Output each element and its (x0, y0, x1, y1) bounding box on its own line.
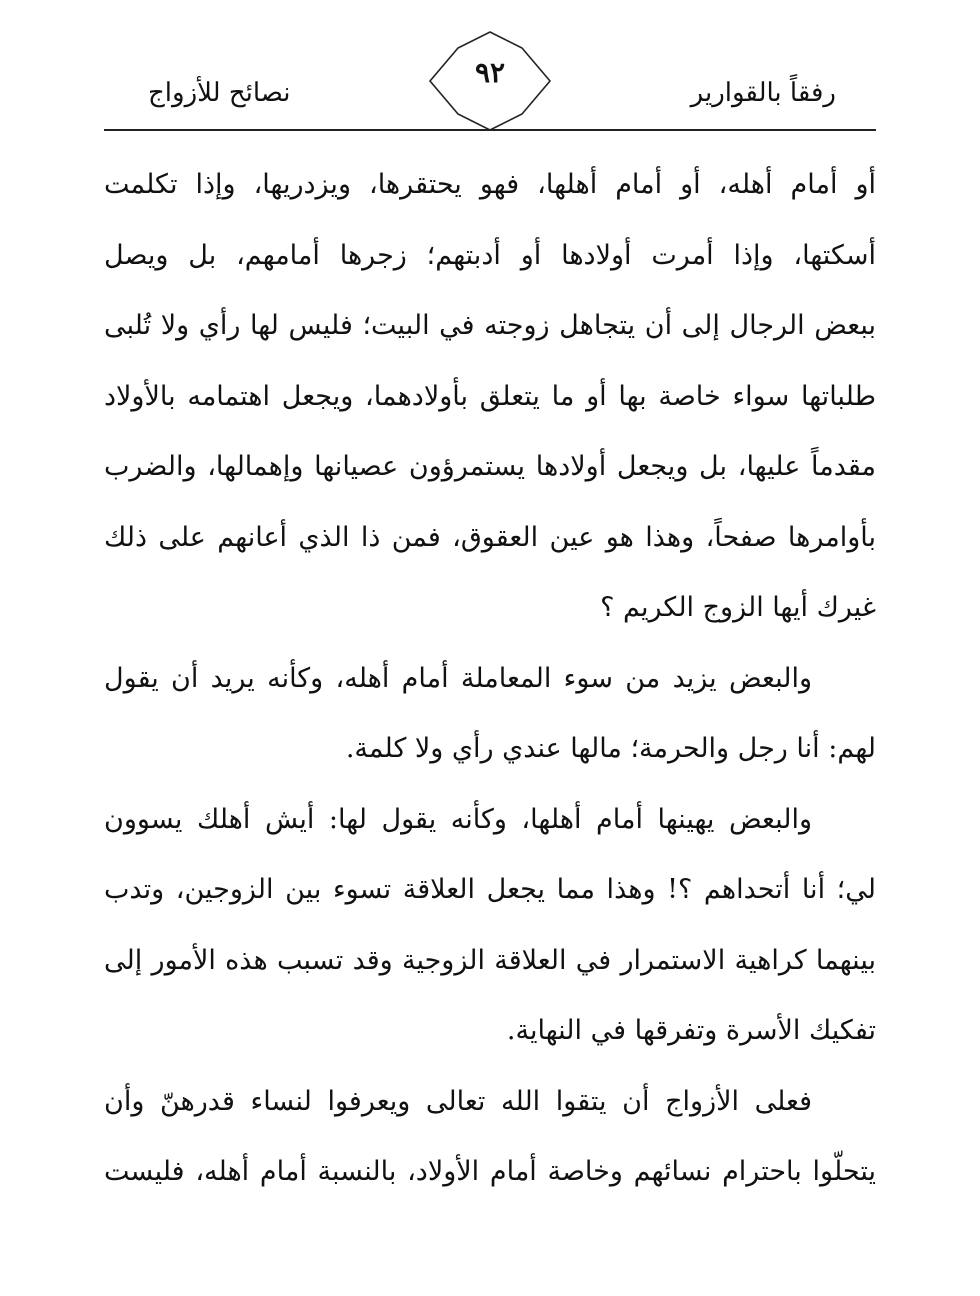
paragraph (104, 1067, 876, 1208)
page-header (104, 30, 876, 130)
text-line: يتحلّوا باحترام نسائهم وخاصة أمام الأولاد، بالنسبة أمام أهله، فليست (104, 1156, 876, 1187)
page-number: ٩٢ (474, 56, 506, 89)
text-line: بأوامرها صفحاً، وهذا هو عين العقوق، فمن ذا الذي أعانهم على ذلك (104, 521, 876, 553)
text-line: والبعض يزيد من سوء المعاملة أمام أهله، وكأنه يريد أن يقول (104, 662, 812, 694)
text-line: أو أمام أهله، أو أمام أهلها، فهو يحتقرها، ويزدريها، وإذا تكلمت (104, 169, 876, 200)
text-line: أسكتها، وإذا أمرت أولادها أو أدبتهم؛ زجرها أمامهم، بل ويصل (104, 239, 876, 271)
book-title: رفقاً بالقوارير (690, 78, 836, 108)
text-line: لهم: أنا رجل والحرمة؛ مالها عندي رأي ولا كلمة. (345, 733, 876, 764)
paragraph (104, 644, 876, 785)
text-line: مقدماً عليها، بل ويجعل أولادها يستمرؤون عصيانها وإهمالها، والضرب (104, 451, 876, 482)
text-line: تفكيك الأسرة وتفرقها في النهاية. (506, 1015, 876, 1046)
chapter-title: نصائح للأزواج (148, 78, 291, 108)
text-line: بينهما كراهية الاستمرار في العلاقة الزوجية وقد تسبب هذه الأمور إلى (104, 944, 876, 976)
text-line: طلباتها سواء خاصة بها أو ما يتعلق بأولادهما، ويجعل اهتمامه بالأولاد (104, 380, 876, 412)
text-line: فعلى الأزواج أن يتقوا الله تعالى ويعرفوا لنساء قدرهنّ وأن (104, 1085, 812, 1117)
text-line: لي؛ أنا أتحداهم ؟! وهذا مما يجعل العلاقة تسوء بين الزوجين، وتدب (104, 874, 876, 905)
header-divider (104, 129, 876, 131)
paragraph (104, 785, 876, 1067)
text-line: ببعض الرجال إلى أن يتجاهل زوجته في البيت؛ فليس لها رأي ولا تُلبى (104, 310, 876, 341)
page-number-badge (428, 30, 552, 132)
paragraph (104, 150, 876, 644)
text-line: والبعض يهينها أمام أهلها، وكأنه يقول لها: أيش أهلك يسوون (104, 803, 812, 835)
page-body (104, 150, 876, 1208)
text-line: غيرك أيها الزوج الكريم ؟ (600, 592, 876, 623)
